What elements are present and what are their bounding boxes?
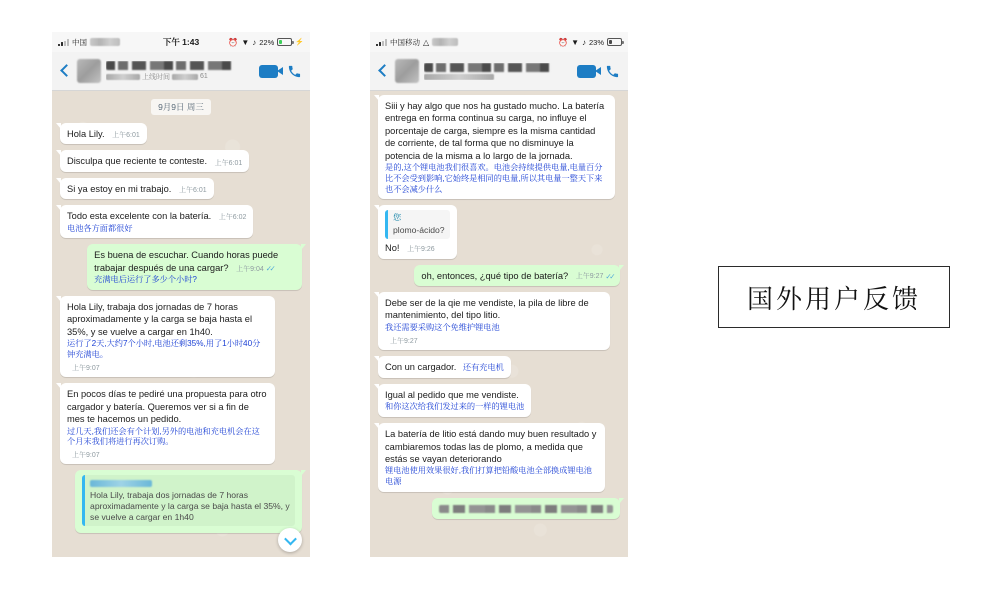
header-actions <box>259 63 304 79</box>
quoted-message[interactable] <box>385 210 450 239</box>
quoted-text: Hola Lily, trabaja dos jornadas de 7 horas aproximadamente y la carga se baja hasta el 35%, y se vuelve a cargar en 1h40 <box>90 489 290 523</box>
translation-annotation: 是的,这个锂电池我们很喜欢。电池会持续提供电量,电量百分比不会受到影响,它始终是相同的电量,所以其电量一整天下来也不会减少什么 <box>385 163 603 194</box>
message-row <box>378 384 620 417</box>
header-actions <box>577 63 622 79</box>
message-row <box>378 292 620 350</box>
message-row <box>378 498 620 519</box>
whatsapp-chat-screenshot-left <box>52 32 310 557</box>
message-bubble-incoming-quote[interactable] <box>378 205 457 258</box>
message-time: 上午9:07 <box>72 364 100 372</box>
message-text: Si ya estoy en mi trabajo. <box>67 183 172 194</box>
message-text: No! <box>385 243 400 254</box>
message-meta <box>179 186 207 195</box>
translation-annotation: 充满电后运行了多少个小时? <box>94 275 197 285</box>
message-row <box>60 123 302 144</box>
message-bubble-outgoing[interactable] <box>414 265 620 286</box>
message-bubble-outgoing-quote[interactable] <box>75 470 302 533</box>
headphones-icon: ♪ <box>252 37 257 47</box>
avatar[interactable] <box>395 59 419 83</box>
quoted-text: plomo-ácido? <box>393 224 445 235</box>
chat-messages-left[interactable] <box>52 91 310 557</box>
translation-annotation: 我还需要采购这个免维护锂电池 <box>385 322 500 332</box>
status-bar-right <box>370 32 628 52</box>
message-row <box>60 296 302 377</box>
message-time: 上午9:27 <box>575 273 604 281</box>
scroll-to-bottom-button[interactable] <box>278 528 302 552</box>
headphones-icon: ♪ <box>581 37 586 47</box>
message-time: 上午9:04 <box>236 265 264 273</box>
message-row <box>60 244 302 290</box>
charging-bolt-icon: ⚡ <box>295 39 304 46</box>
message-meta <box>219 213 247 222</box>
message-time: 上午6:01 <box>214 159 243 167</box>
status-blurred-left <box>424 74 494 80</box>
translation-annotation: 电池各方面都很好 <box>67 223 133 233</box>
last-seen-label: 上线时间 <box>142 73 170 81</box>
message-bubble-incoming[interactable] <box>378 95 615 199</box>
quoted-author: 您 <box>393 213 402 223</box>
message-bubble-incoming[interactable] <box>60 205 253 238</box>
message-meta <box>72 364 100 373</box>
message-text: Debe ser de la qie me vendiste, la pila de libre de mantenimiento, del tipo litio. <box>385 297 589 321</box>
battery-icon <box>607 38 622 46</box>
message-bubble-incoming[interactable] <box>378 384 531 417</box>
status-bar-left-group <box>376 37 458 48</box>
message-bubble-incoming[interactable] <box>60 296 275 377</box>
moon-icon: ▼ <box>571 37 579 47</box>
translation-annotation: 锂电池使用效果很好,我们打算把铅酸电池全部换成锂电池电源 <box>385 466 592 487</box>
wifi-icon: △ <box>423 37 430 47</box>
message-row <box>378 205 620 258</box>
message-bubble-incoming[interactable] <box>378 423 605 492</box>
message-row <box>60 470 302 533</box>
back-icon[interactable] <box>376 61 390 81</box>
translation-annotation: 还有充电机 <box>462 362 504 372</box>
message-text: Igual al pedido que me vendiste. <box>385 389 519 400</box>
message-bubble-outgoing-blurred[interactable] <box>432 498 620 519</box>
message-row <box>378 423 620 492</box>
status-bar-right-group <box>558 38 622 47</box>
message-time: 上午9:27 <box>390 337 418 345</box>
chat-messages-right[interactable] <box>370 91 628 557</box>
message-text: Con un cargador. <box>385 361 457 372</box>
message-meta <box>112 131 140 140</box>
message-meta <box>215 159 243 168</box>
battery-icon <box>277 38 292 46</box>
message-row <box>60 178 302 199</box>
quoted-message[interactable] <box>82 475 295 526</box>
quoted-author <box>90 478 290 489</box>
message-meta <box>236 264 273 274</box>
message-row <box>60 205 302 238</box>
battery-percent-label: 23% <box>588 37 604 47</box>
video-call-icon[interactable] <box>259 65 278 78</box>
alarm-icon: ⏰ <box>558 37 569 47</box>
message-text: Siii y hay algo que nos ha gustado mucho. La batería entrega en forma continua su carga, no influye el porcentaje de carga, siempre es la misma cantidad de corriente, de tal forma que no disminuye la potencia de la misma a lo largo de la jornada. <box>385 101 605 161</box>
battery-percent-label: 22% <box>259 37 275 47</box>
status-time: 下午 1:43 <box>162 37 200 47</box>
message-text: La batería de litio está dando muy buen resultado y cambiaremos todas las de plomo, a medida que estás se vayan deteriorando <box>385 429 597 464</box>
message-meta <box>72 451 100 460</box>
message-bubble-incoming[interactable] <box>60 383 275 464</box>
status-blurred-left <box>106 74 140 80</box>
caption-box <box>718 266 950 328</box>
message-time: 上午9:26 <box>407 246 435 254</box>
message-text: Hola Lily. <box>67 129 105 139</box>
avatar[interactable] <box>77 59 101 83</box>
message-text: Es buena de escuchar. Cuando horas puede trabajar después de una cargar? <box>94 250 279 273</box>
message-text: Hola Lily, trabaja dos jornadas de 7 horas aproximadamente y la carga se baja hasta el 35%, y se vuelve a cargar en 1h40. <box>67 302 253 337</box>
contact-name-blurred <box>106 61 233 70</box>
message-text: En pocos días te pediré una propuesta para otro cargador y batería. Queremos ver si a fin de mes te hacemos un pedido. <box>67 389 267 425</box>
contact-status-line <box>106 72 254 82</box>
chat-header-left <box>52 52 310 91</box>
message-time: 上午6:01 <box>178 186 207 194</box>
message-meta <box>576 272 613 282</box>
whatsapp-chat-screenshot-right <box>370 32 628 557</box>
alarm-icon: ⏰ <box>228 37 239 47</box>
translation-annotation: 过几天,我们还会有个计划,另外的电池和充电机会在这个月末我们将进行再次订购。 <box>67 426 260 447</box>
message-text: Disculpa que reciente te conteste. <box>67 156 208 167</box>
message-bubble-incoming[interactable] <box>378 356 511 378</box>
date-divider: 9月9日 周三 <box>151 99 211 115</box>
back-icon[interactable] <box>58 61 72 81</box>
read-receipt-icon: ✓✓ <box>605 271 613 281</box>
blurred-content <box>439 505 613 513</box>
contact-info[interactable] <box>424 63 572 80</box>
video-call-icon[interactable] <box>577 65 596 78</box>
chat-header-right <box>370 52 628 91</box>
translation-annotation: 和你这次给我们发过来的一样的锂电池 <box>385 402 525 412</box>
message-row <box>378 356 620 378</box>
wifi-icon: ▼ <box>241 37 250 47</box>
contact-info[interactable] <box>106 61 254 82</box>
voice-call-icon[interactable] <box>286 63 302 79</box>
message-row <box>378 95 620 199</box>
message-bubble-incoming[interactable] <box>60 178 214 199</box>
contact-name-blurred <box>424 63 551 72</box>
status-bar-left <box>52 32 310 52</box>
caption-text: 国外用户反馈 <box>746 284 921 315</box>
signal-bars-icon <box>376 39 387 46</box>
quoted-author-blurred <box>90 480 152 487</box>
message-meta <box>407 245 435 254</box>
message-meta <box>390 337 418 346</box>
carrier-blurred <box>432 38 458 46</box>
read-receipt-icon: ✓✓ <box>265 264 274 274</box>
voice-call-icon[interactable] <box>604 63 620 79</box>
last-seen-suffix: 61 <box>200 73 208 80</box>
message-bubble-incoming[interactable] <box>60 123 147 144</box>
message-bubble-incoming[interactable] <box>378 292 610 350</box>
message-text: oh, entonces, ¿qué tipo de batería? <box>421 270 569 281</box>
message-row <box>378 265 620 286</box>
message-time: 上午6:02 <box>218 214 247 222</box>
message-time: 上午9:07 <box>72 451 100 459</box>
carrier-label: 中国 <box>72 37 87 47</box>
message-row <box>60 150 302 171</box>
message-bubble-incoming[interactable] <box>60 150 249 171</box>
message-text: Todo esta excelente con la batería. <box>67 211 212 222</box>
contact-status-line <box>424 74 572 80</box>
status-blurred-right <box>172 74 198 80</box>
message-time: 上午6:01 <box>112 132 140 140</box>
message-bubble-outgoing[interactable] <box>87 244 302 290</box>
carrier-label: 中国移动 <box>390 37 420 47</box>
translation-annotation: 运行了2天,大约7个小时,电池还剩35%,用了1小时40分钟充满电。 <box>67 339 261 360</box>
message-row <box>60 383 302 464</box>
